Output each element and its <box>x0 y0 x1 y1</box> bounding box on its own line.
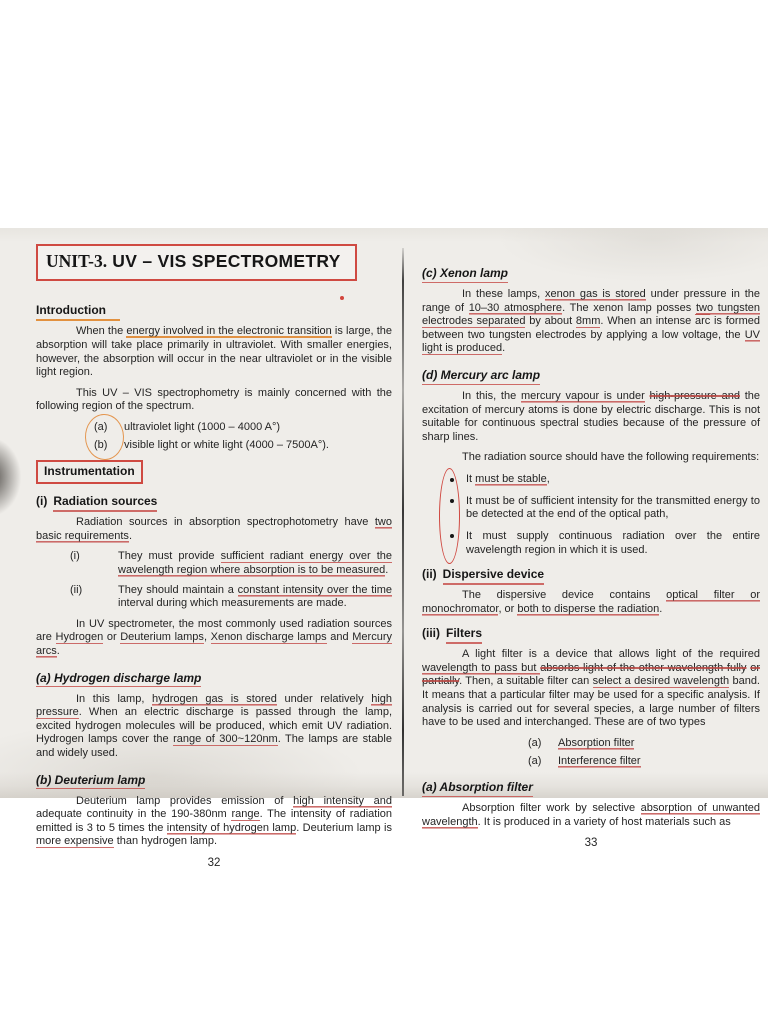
subsection-heading <box>36 671 392 686</box>
text-segment: under pressure in the range of <box>422 287 760 314</box>
book-gutter-line <box>402 248 404 796</box>
unit-title-box <box>36 244 357 281</box>
page-number: 33 <box>584 837 598 850</box>
text-segment: UNIT-3. <box>46 251 108 271</box>
text-segment: ultraviolet light (1000 – 4000 A°) <box>124 421 281 434</box>
text-segment: The radiation source should have the following requirements: <box>462 451 760 464</box>
text-segment: Absorption filter <box>558 736 635 749</box>
text-segment: or <box>103 631 121 644</box>
text-segment: band. It means that a particular filter may be used for a specific analysis. If analysis is carried out for several species, a large number of filters have to be used and interchanged. These are of two types <box>422 675 760 729</box>
subsection-heading <box>422 266 760 281</box>
page-number: 32 <box>207 857 221 870</box>
text-segment: xenon gas is stored <box>545 287 646 300</box>
text-segment: under relatively <box>276 692 372 705</box>
paragraph <box>422 390 760 445</box>
boxed-heading: Instrumentation <box>36 460 143 484</box>
text-segment: is large, the absorption will take place primarily in ultraviolet. With smaller energies, however, the absorption will occur in the near ultraviolet or in the visible light region. <box>36 325 392 379</box>
text-segment: Hydrogen <box>55 631 104 644</box>
text-segment: adequate continuity in the 190-380nm <box>36 808 232 821</box>
text-segment: two basic requirements <box>36 516 392 542</box>
text-segment: UV – VIS SPECTROMETRY <box>107 251 341 271</box>
subsection-heading <box>422 368 760 383</box>
text-segment: This UV – VIS spectrophometry is mainly concerned with the following region of the spectrum. <box>36 386 392 413</box>
text-segment: 10–30 atmosphere <box>468 301 563 314</box>
text-segment: high-pressure and <box>649 389 740 402</box>
list-item-text <box>558 755 641 768</box>
text-segment: select a desired wavelength <box>592 675 730 688</box>
paragraph <box>36 618 392 659</box>
scan-area <box>0 228 768 870</box>
text-segment: . Deuterium lamp is <box>296 821 392 834</box>
numbered-heading <box>422 626 760 641</box>
text-segment: Absorption filter work by selective <box>462 802 641 814</box>
lettered-list <box>36 421 392 452</box>
text-segment: is formed between two tungsten electrodes by applying a low voltage, the <box>422 315 760 341</box>
heading-label: (i) <box>36 494 48 509</box>
text-segment: . When an intense <box>600 315 695 328</box>
paragraph <box>36 795 392 850</box>
list-item-label: (a) <box>94 421 108 434</box>
text-segment: wavelength to pass but <box>422 661 541 674</box>
text-segment: energy involved in the electronic transition <box>126 325 332 338</box>
text-segment: Mercury arcs <box>36 631 392 658</box>
text-segment: high intensity and <box>293 794 392 807</box>
text-segment: interval during which measurements are made. <box>118 597 347 610</box>
heading-text: Radiation sources <box>53 494 157 512</box>
text-segment: or partially <box>422 661 760 688</box>
bullet-dot-icon <box>450 478 454 482</box>
paragraph <box>36 516 392 543</box>
list-item <box>70 550 392 577</box>
paragraph <box>422 648 760 730</box>
numbered-heading <box>422 567 760 582</box>
text-segment: hydrogen gas is stored <box>151 692 277 705</box>
list-item-label: (a) <box>528 736 542 749</box>
text-segment: absorption of unwanted wavelength <box>422 802 760 828</box>
heading-text: (c) Xenon lamp <box>422 266 508 283</box>
text-segment: , or <box>498 602 518 615</box>
heading-text: (d) Mercury arc lamp <box>422 368 540 385</box>
list-item-text <box>118 584 392 611</box>
bullet-list <box>422 473 760 557</box>
bullet-item <box>466 530 760 557</box>
paragraph <box>36 693 392 761</box>
subsection-heading <box>36 773 392 788</box>
heading-label: (ii) <box>422 567 437 582</box>
list-item-label: (a) <box>528 754 542 767</box>
section-heading: Introduction <box>36 303 120 321</box>
text-segment: Radiation sources in absorption spectrophotometry have <box>76 516 375 529</box>
orange-ellipse-annotation <box>84 413 125 461</box>
text-segment: must be stable <box>475 473 547 485</box>
list-item <box>528 737 760 751</box>
text-segment: by about <box>525 315 576 328</box>
list-item-text <box>118 550 392 577</box>
heading-text: (b) Deuterium lamp <box>36 773 145 790</box>
text-segment: . <box>659 602 663 615</box>
list-item <box>528 755 760 769</box>
text-segment: $\overline{arc}$ <box>694 315 711 328</box>
unit-title-row <box>36 244 392 295</box>
text-segment: . When an electric discharge is passed through the lamp, excited hydrogen molecules will be produced, which emit UV radiation. Hydrogen lamps cover the <box>36 706 392 746</box>
text-segment: It must be of sufficient intensity for the transmitted energy to be detected at the end of the optical path, <box>466 494 760 521</box>
text-segment: 8mm <box>575 315 601 328</box>
list-item <box>70 584 392 611</box>
numbered-list <box>36 550 392 611</box>
section-heading-row <box>36 303 392 319</box>
red-ellipse-annotation <box>439 468 460 564</box>
text-segment: A light filter is a device that allows light of the required <box>462 648 760 661</box>
heading-text: (a) Absorption filter <box>422 780 533 797</box>
text-segment: . <box>56 645 60 658</box>
text-segment: The dispersive device contains <box>462 589 667 601</box>
list-item-text <box>124 421 280 433</box>
list-item-label: (i) <box>70 550 80 563</box>
text-segment: . Then, a suitable filter can <box>459 675 593 688</box>
text-segment: They must provide <box>118 550 221 563</box>
text-segment: intensity of hydrogen lamp <box>166 821 297 834</box>
paragraph <box>422 451 760 465</box>
text-segment: and <box>326 631 353 644</box>
text-segment: Interference filter <box>558 754 641 767</box>
text-segment: mercury vapour is under <box>520 389 645 402</box>
text-segment: visible light or white light (4000 – 7500A°). <box>124 438 329 451</box>
section-heading-row <box>36 460 392 484</box>
bullet-item <box>466 495 760 522</box>
text-segment: than hydrogen lamp. <box>113 835 218 848</box>
text-segment: more expensive <box>36 835 114 848</box>
text-segment: the excitation of mercury atoms is done by electric discharge. This is not suitable for continuous spectral studies because of the pressure of sharp lines. <box>422 389 761 443</box>
text-segment: It must supply continuous radiation over the entire wavelength region in which it is used. <box>466 529 760 556</box>
text-segment: In this lamp, <box>76 692 152 705</box>
text-segment: . The xenon lamp posses <box>562 301 696 314</box>
text-segment: . It is produced in a variety of host materials such as <box>477 815 731 828</box>
text-segment: It <box>466 473 476 485</box>
list-item-label: (b) <box>94 438 108 451</box>
text-segment: When the <box>76 325 127 338</box>
heading-text: (a) Hydrogen discharge lamp <box>36 671 201 688</box>
paragraph <box>422 288 760 356</box>
paragraph <box>422 589 760 616</box>
page-right <box>422 254 760 851</box>
text-segment: , <box>203 631 211 644</box>
text-segment: absorbs light of the other wavelength fully <box>540 661 747 674</box>
heading-text: Filters <box>446 626 482 644</box>
numbered-heading <box>36 494 392 509</box>
text-segment: constant intensity over the time <box>237 583 392 596</box>
list-item-label: (ii) <box>70 583 83 596</box>
text-segment: , <box>546 473 550 485</box>
list-item <box>94 439 392 453</box>
text-segment: both to disperse the radiation <box>517 602 660 615</box>
text-segment: . <box>385 563 389 576</box>
text-segment: Xenon discharge lamps <box>210 631 327 644</box>
paragraph <box>422 802 760 829</box>
text-segment: In UV spectrometer, the most commonly used radiation sources are <box>36 617 392 644</box>
lettered-list <box>422 737 760 768</box>
page-left <box>36 244 392 870</box>
text-segment: range <box>231 808 260 821</box>
text-segment: . <box>502 342 506 355</box>
text-segment: . The intensity of radiation emitted is 3 to 5 times the <box>36 808 392 834</box>
text-segment: . <box>128 529 132 542</box>
subsection-heading <box>422 780 760 795</box>
text-segment: high pressure <box>36 692 392 719</box>
list-item-text <box>124 439 329 451</box>
bullet-item <box>466 473 760 487</box>
paragraph <box>36 325 392 380</box>
text-segment: Deuterium lamp provides emission of <box>76 794 294 807</box>
text-segment: UV light is produced <box>422 328 760 355</box>
text-segment: range of 300~120nm <box>173 733 278 746</box>
heading-label: (iii) <box>422 626 440 641</box>
text-segment: sufficient radiant energy over the wavelength region where absorption is to be measured <box>118 550 392 576</box>
list-item-text <box>558 737 634 750</box>
paragraph <box>36 387 392 414</box>
text-segment: two tungsten electrodes separated <box>422 301 761 328</box>
heading-text: Dispersive device <box>443 567 544 585</box>
text-segment: In these lamps, <box>462 287 546 300</box>
text-segment: optical filter or monochromator <box>422 589 760 615</box>
text-segment: Deuterium lamps <box>120 631 204 644</box>
text-segment: They should maintain a <box>118 583 238 596</box>
list-item <box>94 421 392 435</box>
text-segment: In this, the <box>462 389 521 402</box>
text-segment: . The lamps are stable and widely used. <box>36 733 392 760</box>
